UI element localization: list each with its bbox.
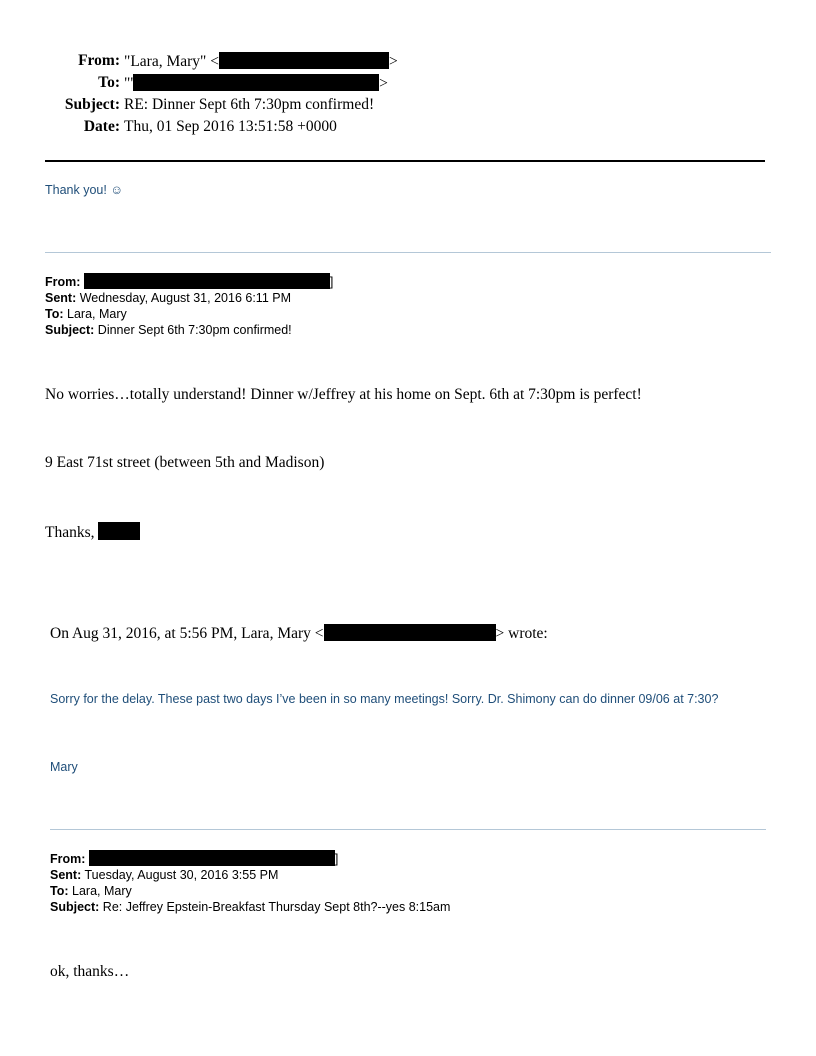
to-value: "' >: [124, 75, 388, 92]
from-value: "Lara, Mary" < >: [124, 53, 398, 70]
subject-value: Re: Jeffrey Epstein-Breakfast Thursday Sept 8th?--yes 8:15am: [102, 900, 451, 914]
subject-label: Subject:: [64, 96, 120, 113]
quote-intro: On Aug 31, 2016, at 5:56 PM, Lara, Mary < > wrote:: [50, 625, 548, 642]
sent-label: Sent:: [45, 291, 77, 305]
to-value: Lara, Mary: [72, 884, 132, 898]
date-value: Thu, 01 Sep 2016 13:51:58 +0000: [124, 118, 337, 135]
to-value: Lara, Mary: [67, 307, 127, 321]
date-label: Date:: [83, 118, 120, 135]
sent-value: Wednesday, August 31, 2016 6:11 PM: [79, 291, 291, 305]
body-paragraph: No worries…totally understand! Dinner w/Jeffrey at his home on Sept. 6th at 7:30pm is perfect!: [45, 386, 642, 403]
from-label: From:: [45, 275, 81, 289]
sent-label: Sent:: [50, 868, 82, 882]
subject-label: Subject:: [50, 900, 100, 914]
message-meta: From: ] Sent: Tuesday, August 30, 2016 3:55 PM To: Lara, Mary Subject: Re: Jeffrey Epstein-Breakfast Thursday Sept 8th?--yes 8:15am: [50, 852, 451, 914]
address-line: 9 East 71st street (between 5th and Madison): [45, 454, 325, 471]
message-meta: From: ] Sent: Wednesday, August 31, 2016 6:11 PM To: Lara, Mary Subject: Dinner Sept 6th 7:30pm confirmed!: [45, 275, 334, 337]
redaction-block: [98, 522, 140, 540]
quoted-message: Sorry for the delay. These past two days I’ve been in so many meetings! Sorry. Dr. Shimony can do dinner 09/06 at 7:30?: [50, 692, 719, 706]
to-label: To:: [98, 74, 120, 91]
redaction-block: [219, 52, 389, 69]
quoted-signature: Mary: [50, 760, 78, 774]
to-label: To:: [45, 307, 64, 321]
sent-value: Tuesday, August 30, 2016 3:55 PM: [84, 868, 279, 882]
from-label: From:: [78, 52, 120, 69]
redaction-block: [133, 74, 379, 91]
from-label: From:: [50, 852, 86, 866]
to-label: To:: [50, 884, 69, 898]
message-divider: [50, 829, 766, 830]
redaction-block: [324, 624, 496, 641]
redaction-block: [89, 850, 335, 866]
reply-text: Thank you! ☺: [45, 183, 124, 197]
redaction-block: [84, 273, 330, 289]
subject-value: Dinner Sept 6th 7:30pm confirmed!: [97, 323, 292, 337]
subject-label: Subject:: [45, 323, 95, 337]
message-divider: [45, 252, 771, 253]
sign-off: Thanks,: [45, 522, 140, 542]
header-divider: [45, 160, 765, 162]
subject-value: RE: Dinner Sept 6th 7:30pm confirmed!: [124, 96, 375, 113]
body-paragraph: ok, thanks…: [50, 963, 130, 980]
email-header: [0, 52, 816, 142]
